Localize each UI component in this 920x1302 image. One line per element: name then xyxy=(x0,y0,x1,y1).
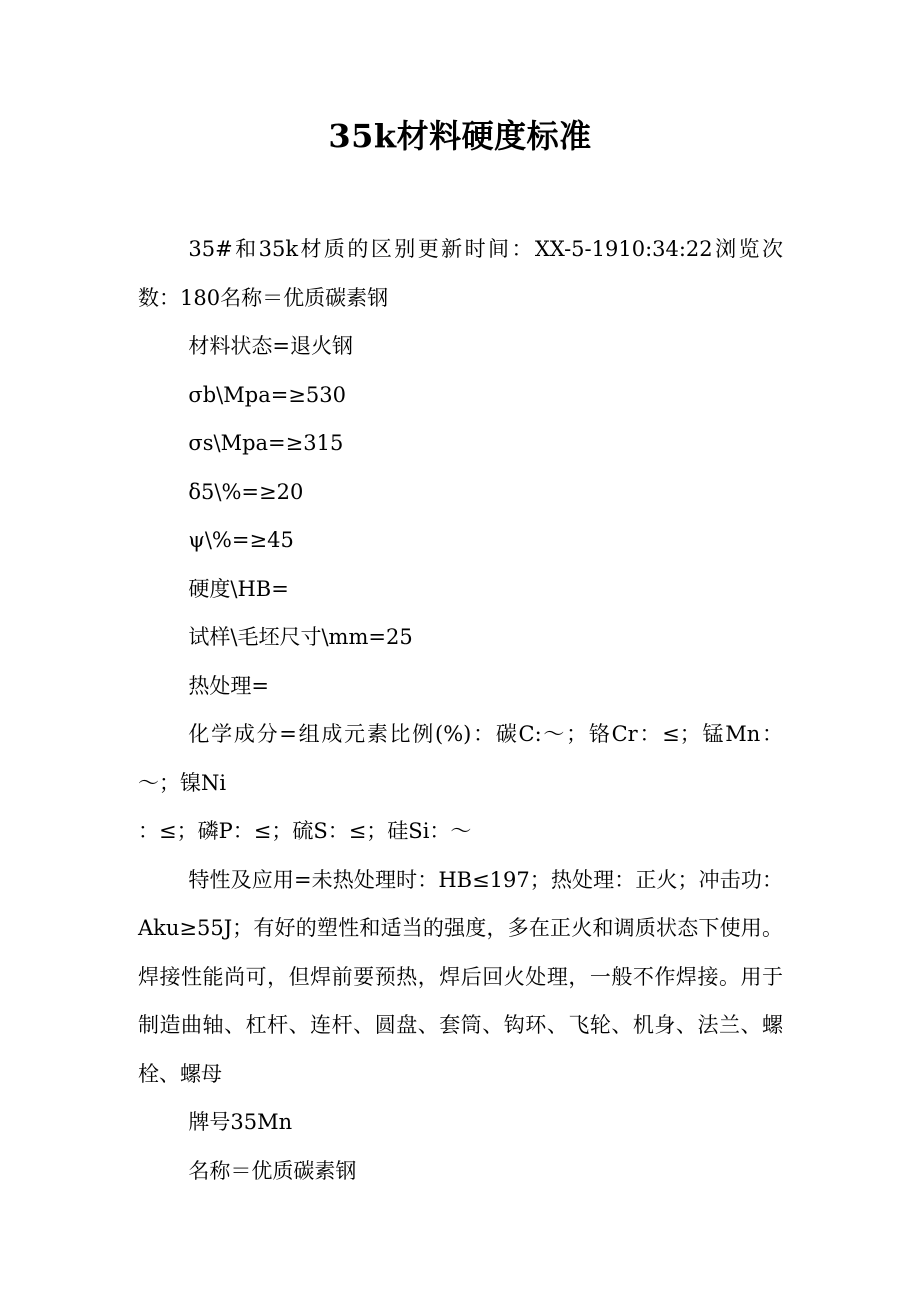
paragraph-material-state: 材料状态=退火钢 xyxy=(188,334,353,358)
paragraph-chemical-composition: 化学成分=组成元素比例(%)：碳C:～；铬Cr：≤；锰Mn：～；镍Ni xyxy=(138,722,783,795)
paragraph-reduction-of-area: ψ\%=≥45 xyxy=(188,528,294,552)
paragraph-chemical-composition-continued: ：≤；磷P：≤；硫S：≤；硅Si：～ xyxy=(138,819,472,843)
paragraph-tensile-strength: σb\Mpa=≥530 xyxy=(188,382,346,407)
paragraph-yield-strength: σs\Mpa=≥315 xyxy=(188,431,344,455)
paragraph-elongation: δ5\%=≥20 xyxy=(188,479,304,504)
document-body xyxy=(138,225,783,1195)
paragraph-hardness: 硬度\HB= xyxy=(188,576,289,601)
paragraph-intro: 35#和35k材质的区别更新时间：XX-5-1910:34:22浏览次数：180名称＝优质碳素钢 xyxy=(138,237,783,310)
paragraph-heat-treatment: 热处理= xyxy=(188,673,269,698)
document-title: 35k材料硬度标准 xyxy=(328,117,592,155)
paragraph-properties-applications: 特性及应用=未热处理时：HB≤197；热处理：正火；冲击功：Aku≥55J；有好的塑性和适当的强度，多在正火和调质状态下使用。焊接性能尚可，但焊前要预热，焊后回火处理，一般不作焊接。用于制造曲轴、杠杆、连杆、圆盘、套筒、钩环、飞轮、机身、法兰、螺栓、螺母 xyxy=(138,867,783,1086)
paragraph-specimen-size: 试样\毛坯尺寸\mm=25 xyxy=(188,625,413,649)
paragraph-name: 名称＝优质碳素钢 xyxy=(188,1158,357,1183)
paragraph-grade: 牌号35Mn xyxy=(188,1110,293,1134)
